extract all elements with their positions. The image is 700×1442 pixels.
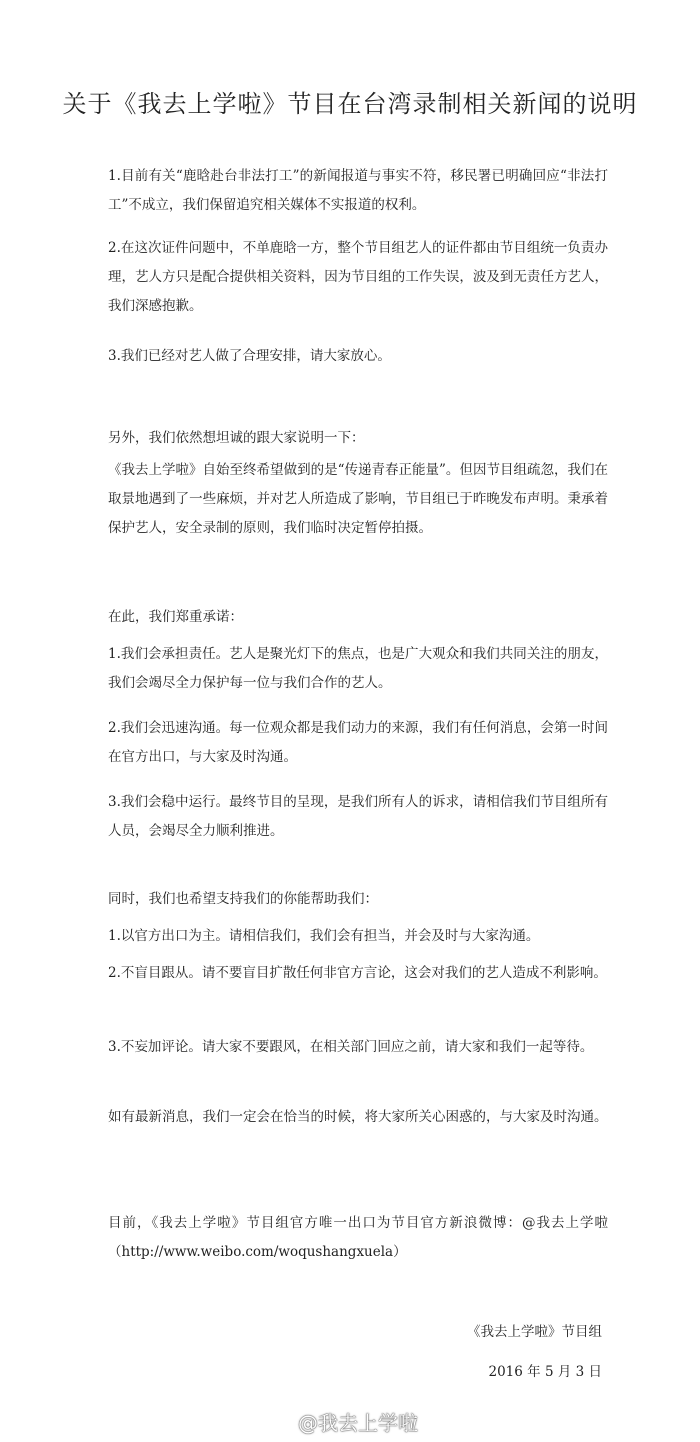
section4-item2: 2.不盲目跟从。请不要盲目扩散任何非官方言论，这会对我们的艺人造成不利影响。 — [108, 965, 607, 981]
section1-item1: 1.目前有关“鹿晗赴台非法打工”的新闻报道与事实不符，移民署已明确回应“非法打工”不成立，我们保留追究相关媒体不实报道的权利。 — [108, 168, 608, 213]
section2-body: 《我去上学啦》自始至终希望做到的是“传递青春正能量”。但因节目组疏忽，我们在取景地遇到了一些麻烦，并对艺人所造成了影响，节目组已于昨晚发布声明。秉承着保护艺人，安全录制的原则，我们临时决定暂停拍摄。 — [108, 462, 608, 536]
section3-item2: 2.我们会迅速沟通。每一位观众都是我们动力的来源，我们有任何消息，会第一时间在官方出口，与大家及时沟通。 — [108, 720, 608, 765]
signature-date: 2016 年 5 月 3 日 — [488, 1364, 602, 1380]
weibo-watermark: @我去上学啦 — [298, 1411, 418, 1435]
section2-intro: 另外，我们依然想坦诚的跟大家说明一下： — [108, 430, 365, 446]
section3-item1: 1.我们会承担责任。艺人是聚光灯下的焦点，也是广大观众和我们共同关注的朋友，我们会竭尽全力保护每一位与我们合作的艺人。 — [108, 646, 608, 691]
section3-intro: 在此，我们郑重承诺： — [108, 609, 243, 625]
document-title: 关于《我去上学啦》节目在台湾录制相关新闻的说明 — [62, 90, 638, 118]
signature-org: 《我去上学啦》节目组 — [467, 1324, 602, 1340]
section3-item3: 3.我们会稳中运行。最终节目的呈现，是我们所有人的诉求，请相信我们节目组所有人员，会竭尽全力顺利推进。 — [108, 794, 608, 839]
section4-intro: 同时，我们也希望支持我们的你能帮助我们： — [108, 891, 378, 907]
section5-body: 如有最新消息，我们一定会在恰当的时候，将大家所关心困惑的，与大家及时沟通。 — [108, 1109, 608, 1125]
section1-item3: 3.我们已经对艺人做了合理安排，请大家放心。 — [108, 348, 391, 364]
section4-item1: 1.以官方出口为主。请相信我们，我们会有担当，并会及时与大家沟通。 — [108, 928, 540, 944]
section1-item2: 2.在这次证件问题中，不单鹿晗一方，整个节目组艺人的证件都由节目组统一负责办理，艺人方只是配合提供相关资料，因为节目组的工作失误，波及到无责任方艺人，我们深感抱歉。 — [108, 240, 608, 314]
section6-body: 目前，《我去上学啦》节目组官方唯一出口为节目官方新浪微博：@我去上学啦（http://www.weibo.com/woqushangxuela） — [108, 1215, 608, 1260]
section4-item3: 3.不妄加评论。请大家不要跟风，在相关部门回应之前，请大家和我们一起等待。 — [108, 1039, 594, 1055]
